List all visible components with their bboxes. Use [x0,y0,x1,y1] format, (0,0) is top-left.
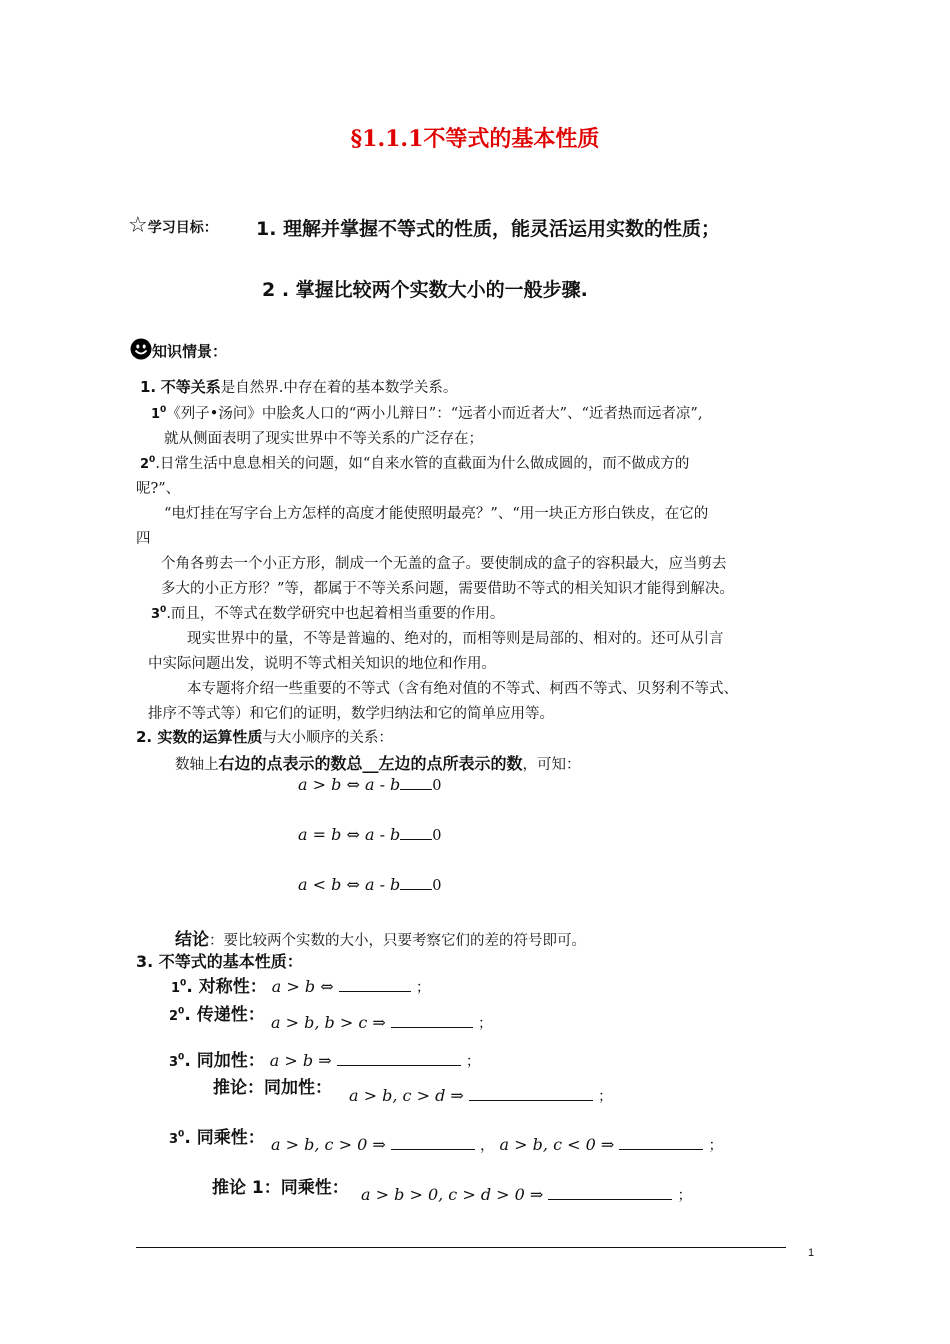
answer-blank[interactable] [337,1051,461,1066]
answer-blank[interactable] [469,1086,593,1101]
goal-item-2: 2 . 掌握比较两个实数大小的一般步骤. [262,279,588,301]
page-title: §1.1.1不等式的基本性质 [350,126,600,152]
smiley-icon [130,338,152,364]
property-multiplication-formula: a > b, c > 0 ⇒ ， a > b, c < 0 ⇒ ； [271,1135,723,1154]
paragraph-1b: 就从侧面表明了现实世界中不等关系的广泛存在； [164,431,483,447]
answer-blank[interactable] [400,825,432,840]
section-3-heading: 3. 不等式的基本性质： [136,952,303,971]
section-1-number: 1. [140,378,157,396]
paragraph-2a: $2^0$.日常生活中息息相关的问题，如“自来水管的直截面为什么做成圆的，而不做成方的 [140,455,690,472]
answer-blank[interactable] [548,1185,672,1200]
goals-label: 学习目标： [147,220,218,236]
knowledge-heading [130,338,227,364]
page-number: 1 [808,1247,815,1259]
answer-blank[interactable] [391,1013,473,1028]
answer-blank[interactable] [391,1135,475,1150]
section-1-title: 不等关系 [160,378,221,396]
section-1-heading [140,376,457,397]
paragraph-2e: 个角各剪去一个小正方形，制成一个无盖的盒子。要使制成的盒子的容积最大，应当剪去 [161,556,727,572]
equivalence-greater: a > b ⇔ a - b 0 [298,775,442,794]
property-symmetry: $1^0$. 对称性： a > b ⇔ ； [171,977,431,997]
footer-divider [136,1247,786,1248]
number-line-statement: 数轴上右边的点表示的数总__左边的点所表示的数，可知： [175,754,581,773]
paragraph-1a: $1^0$《列子•汤问》中脍炙人口的“两小儿辩日”：“远者小而近者大”、“近者热而远者凉”, [151,405,703,422]
learning-goals [128,213,218,238]
equivalence-equal: a = b ⇔ a - b 0 [298,825,442,844]
answer-blank[interactable] [339,977,411,992]
property-multiplication-label: $3^0$. 同乘性： [169,1128,265,1148]
star-outline-icon: ☆ [128,213,148,238]
equivalence-less: a < b ⇔ a - b 0 [298,875,442,894]
conclusion: 结论：要比较两个实数的大小，只要考察它们的差的符号即可。 [175,930,586,950]
paragraph-2d: 四 [136,531,151,547]
corollary-addition-label: 推论：同加性： [213,1078,332,1098]
paragraph-2c: “电灯挂在写字台上方怎样的高度才能使照明最亮？”、“用一块正方形白铁皮，在它的 [164,506,709,522]
property-addition: $3^0$. 同加性： a > b ⇒ ； [169,1051,481,1071]
answer-blank[interactable] [619,1135,703,1150]
corollary-multiplication-formula: a > b > 0, c > d > 0 ⇒ ； [361,1185,693,1204]
goal-item-1: 1. 理解并掌握不等式的性质，能灵活运用实数的性质； [256,218,721,240]
property-transitivity-label: $2^0$. 传递性： [169,1005,265,1025]
paragraph-5a: 本专题将介绍一些重要的不等式（含有绝对值的不等式、柯西不等式、贝努利不等式、 [187,681,738,697]
paragraph-4a: 现实世界中的量，不等是普遍的、绝对的，而相等则是局部的、相对的。还可从引言 [187,631,724,647]
paragraph-5b: 排序不等式等）和它们的证明，数学归纳法和它的简单应用等。 [148,706,554,722]
paragraph-2f: 多大的小正方形？”等，都属于不等关系问题，需要借助不等式的相关知识才能得到解决。 [161,581,734,597]
answer-blank[interactable] [400,775,432,790]
section-2-title: 2. 实数的运算性质 [136,728,263,746]
section-2-heading: 2. 实数的运算性质与大小顺序的关系： [136,728,393,746]
property-transitivity-formula: a > b, b > c ⇒ ； [271,1013,493,1032]
paragraph-2b: 呢?”、 [136,481,181,497]
knowledge-label: 知识情景： [152,342,228,361]
paragraph-3: $3^0$.而且，不等式在数学研究中也起着相当重要的作用。 [151,605,505,622]
corollary-addition-formula: a > b, c > d ⇒ ； [349,1086,613,1105]
paragraph-4b: 中实际问题出发，说明不等式相关知识的地位和作用。 [148,656,496,672]
section-1-intro: 是自然界.中存在着的基本数学关系。 [220,380,458,396]
corollary-multiplication-label: 推论 1：同乘性： [212,1178,349,1198]
answer-blank[interactable] [400,875,432,890]
